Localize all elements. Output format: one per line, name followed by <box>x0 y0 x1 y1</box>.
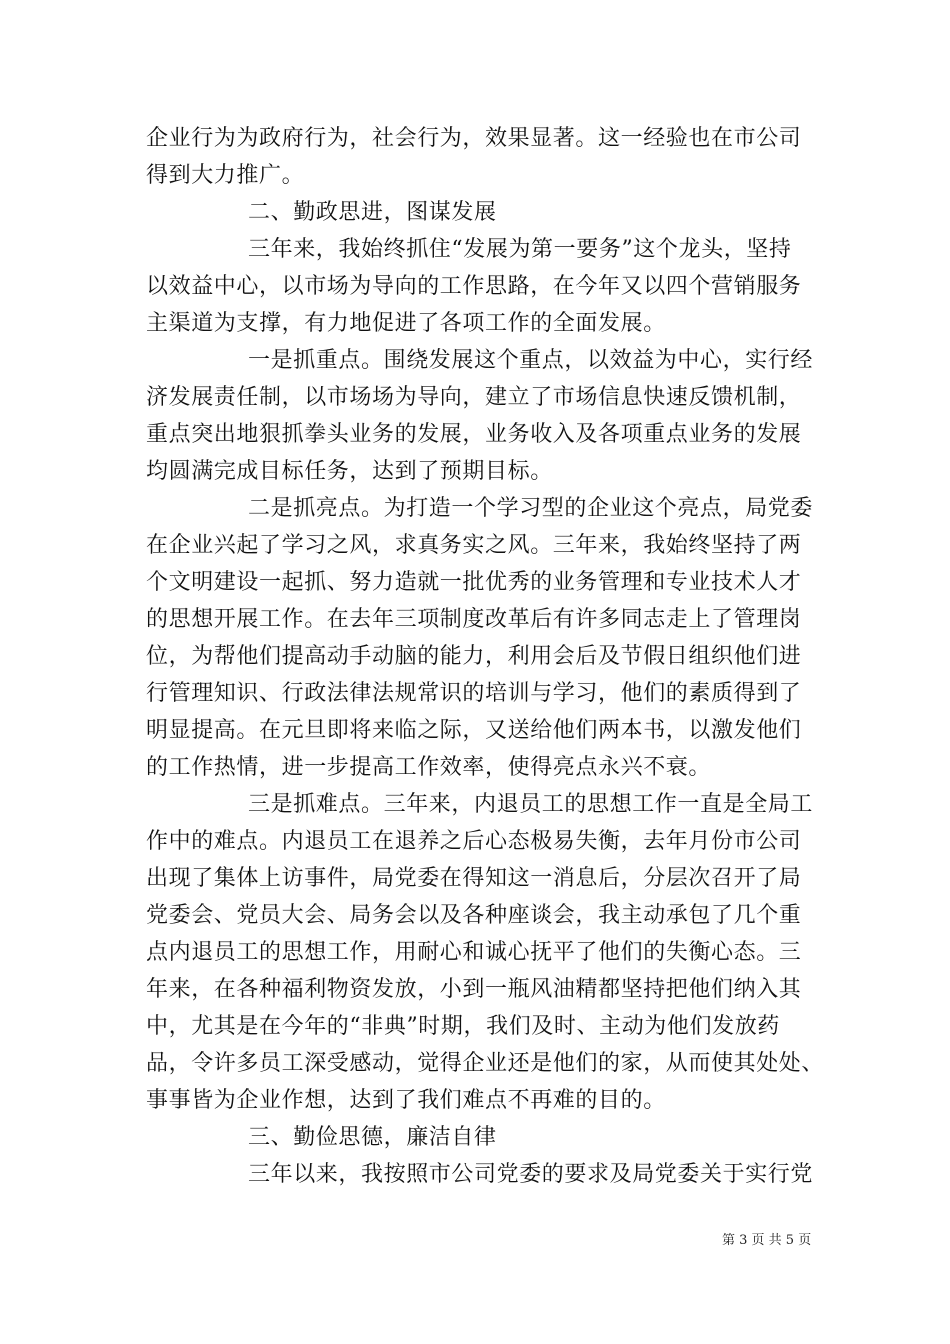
text-line: 作中的难点。内退员工在退养之后心态极易失衡，去年月份市公司 <box>146 829 802 854</box>
section-heading: 二、勤政思进，图谋发展 <box>248 200 497 225</box>
text-line: 三是抓难点。三年来，内退员工的思想工作一直是全局工 <box>248 792 814 817</box>
text-line: 事事皆为企业作想，达到了我们难点不再难的目的。 <box>146 1088 666 1113</box>
text-line: 的工作热情，进一步提高工作效率，使得亮点永兴不衰。 <box>146 755 712 780</box>
text-line: 在企业兴起了学习之风，求真务实之风。三年来，我始终坚持了两 <box>146 533 802 558</box>
text-line: 以效益中心，以市场为导向的工作思路，在今年又以四个营销服务 <box>146 274 802 299</box>
text-line: 的思想开展工作。在去年三项制度改革后有许多同志走上了管理岗 <box>146 607 802 632</box>
text-line: 济发展责任制，以市场场为导向，建立了市场信息快速反馈机制， <box>146 385 802 410</box>
text-line: 重点突出地狠抓拳头业务的发展，业务收入及各项重点业务的发展 <box>146 422 802 447</box>
text-line: 企业行为为政府行为，社会行为，效果显著。这一经验也在市公司 <box>146 126 802 151</box>
text-line: 一是抓重点。围绕发展这个重点，以效益为中心，实行经 <box>248 348 814 373</box>
text-line: 出现了集体上访事件，局党委在得知这一消息后，分层次召开了局 <box>146 866 802 891</box>
text-line: 得到大力推广。 <box>146 163 305 188</box>
page-footer: 第 3 页 共 5 页 <box>722 1233 812 1248</box>
section-heading: 三、勤俭思德，廉洁自律 <box>248 1125 497 1150</box>
text-line: 党委会、党员大会、局务会以及各种座谈会，我主动承包了几个重 <box>146 903 802 928</box>
text-line: 二是抓亮点。为打造一个学习型的企业这个亮点，局党委 <box>248 496 814 521</box>
text-line: 中，尤其是在今年的“非典”时期，我们及时、主动为他们发放药 <box>146 1014 780 1039</box>
text-line: 三年以来，我按照市公司党委的要求及局党委关于实行党 <box>248 1162 814 1187</box>
text-line: 明显提高。在元旦即将来临之际，又送给他们两本书，以激发他们 <box>146 718 802 743</box>
text-line: 主渠道为支撑，有力地促进了各项工作的全面发展。 <box>146 311 666 336</box>
text-line: 年来，在各种福利物资发放，小到一瓶风油精都坚持把他们纳入其 <box>146 977 802 1002</box>
text-line: 行管理知识、行政法律法规常识的培训与学习，他们的素质得到了 <box>146 681 802 706</box>
text-line: 三年来，我始终抓住“发展为第一要务”这个龙头，坚持 <box>248 237 792 262</box>
text-line: 个文明建设一起抓、努力造就一批优秀的业务管理和专业技术人才 <box>146 570 802 595</box>
text-line: 品，令许多员工深受感动，觉得企业还是他们的家，从而使其处处、 <box>146 1051 825 1076</box>
text-line: 位，为帮他们提高动手动脑的能力，利用会后及节假日组织他们进 <box>146 644 802 669</box>
text-line: 点内退员工的思想工作，用耐心和诚心抚平了他们的失衡心态。三 <box>146 940 802 965</box>
text-line: 均圆满完成目标任务，达到了预期目标。 <box>146 459 553 484</box>
